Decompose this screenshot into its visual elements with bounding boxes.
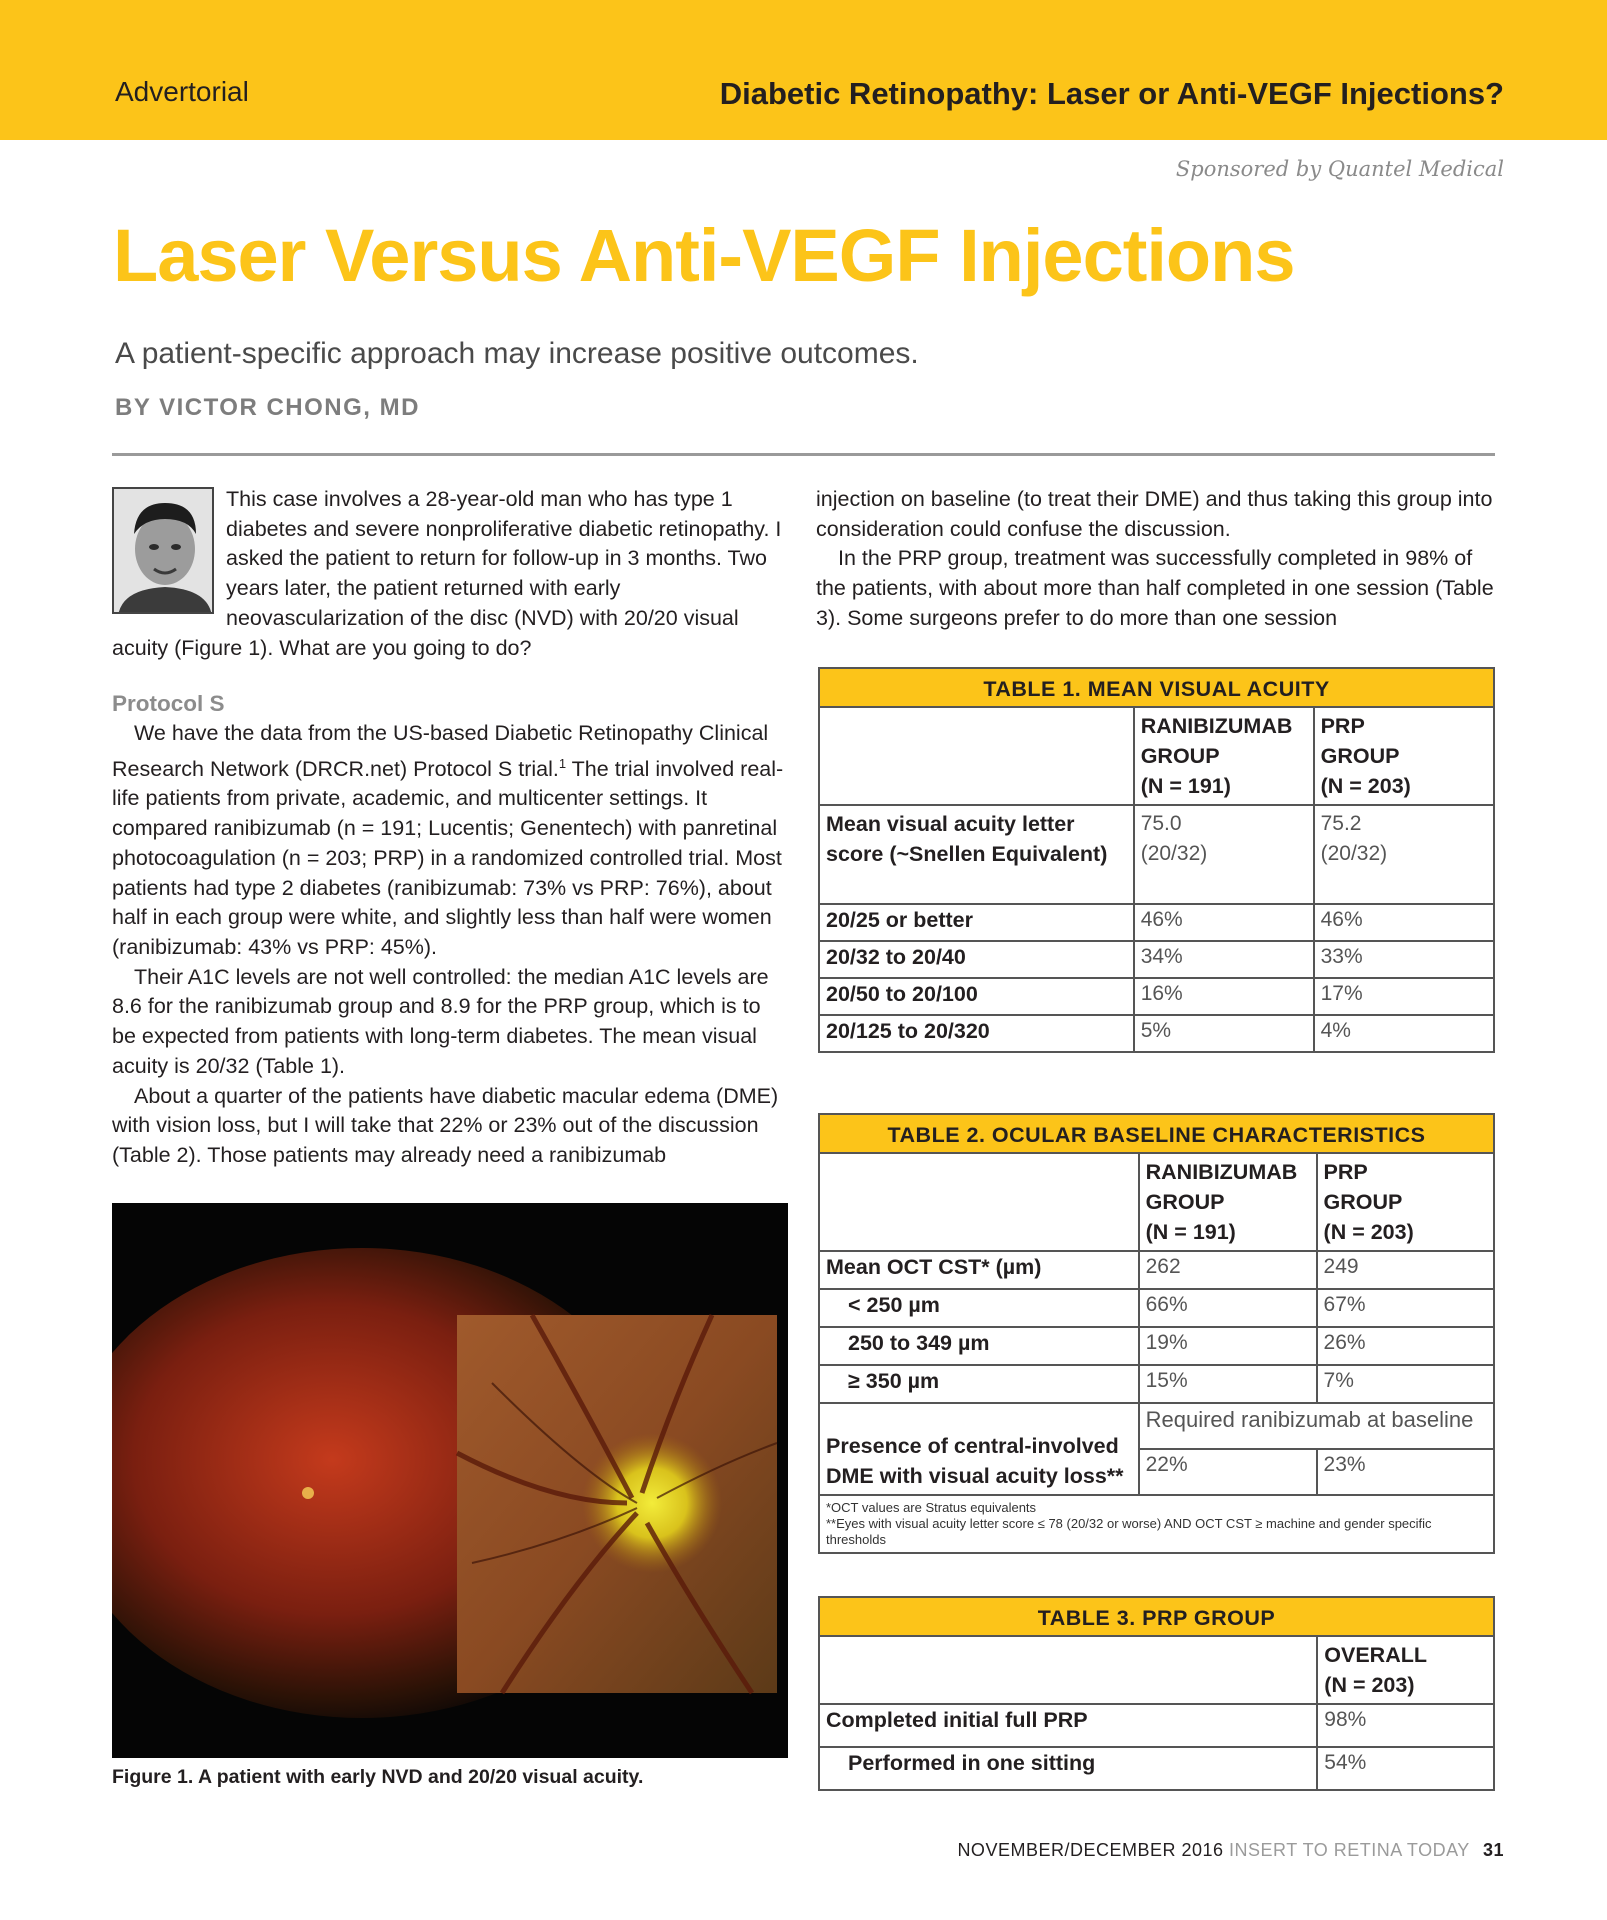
header-bar (0, 0, 1607, 140)
table-2-footnotes: *OCT values are Stratus equivalents **Eyes with visual acuity letter score ≤ 78 (20/32 or worse) AND OCT CST ≥ machine and gender specific thresholds (819, 1495, 1494, 1553)
table-row: Mean OCT CST* (µm) 262 249 (819, 1251, 1494, 1289)
table-row: < 250 µm 66% 67% (819, 1289, 1494, 1327)
page-number: 31 (1482, 1840, 1504, 1860)
article-title: Laser Versus Anti-VEGF Injections (113, 214, 1295, 297)
table-1-col-prp: PRP GROUP (N = 203) (1314, 707, 1494, 805)
intro-paragraph: This case involves a 28-year-old man who has type 1 diabetes and severe nonproliferative diabetic retinopathy. I asked the patient to return for follow-up in 3 months. Two years later, the patient returned with early neovascularization of the disc (NVD) with 20/20 visual acuity (Figure 1). What are you going to do? (112, 487, 782, 660)
table-row: Presence of central-involved DME with visual acuity loss** Required ranibizumab at baseline (819, 1403, 1494, 1449)
table-row: 22% 23% (819, 1449, 1494, 1495)
left-column (112, 485, 788, 1171)
baseline-note: Required ranibizumab at baseline (1139, 1403, 1494, 1449)
divider-rule (112, 453, 1495, 456)
sponsor-line: Sponsored by Quantel Medical (1175, 157, 1504, 181)
article-deck: A patient-specific approach may increase positive outcomes. (115, 337, 919, 370)
table-row: Mean visual acuity letter score (~Snellen Equivalent) 75.0 (20/32) 75.2 (20/32) (819, 805, 1494, 904)
fundus-figure (112, 1203, 788, 1758)
page-footer (957, 1840, 1504, 1861)
table-1-caption: TABLE 1. MEAN VISUAL ACUITY (819, 668, 1494, 707)
table-2-col-ranibizumab: RANIBIZUMAB GROUP (N = 191) (1139, 1153, 1317, 1251)
section-label: Advertorial (115, 76, 249, 107)
figure-caption: Figure 1. A patient with early NVD and 20/20 visual acuity. (112, 1766, 644, 1788)
table-3-col-overall: OVERALL (N = 203) (1317, 1636, 1494, 1704)
body-paragraph-2: Their A1C levels are not well controlled: the median A1C levels are 8.6 for the ranibizumab group and 8.9 for the PRP group, which is to be expected from patients with long-term diabetes. The mean visual acuity is 20/32 (Table 1). (112, 964, 769, 1078)
table-row: 20/32 to 20/40 34% 33% (819, 941, 1494, 978)
body-paragraph-1: We have the data from the US-based Diabetic Retinopathy Clinical Research Network (DRCR.net) Protocol S trial.$^1$ The trial involved real-life patients from private, academic, and multicenter settings. It compared ranibizumab (n = 191; Lucentis; Genentech) with panretinal photocoagulation (n = 203; PRP) in a randomized controlled trial. Most patients had type 2 diabetes (ranibizumab: 73% vs PRP: 76%), about half in each group were white, and slightly less than half were women (ranibizumab: 43% vs PRP: 45%). (112, 720, 784, 959)
right-column (816, 485, 1496, 634)
table-2-caption: TABLE 2. OCULAR BASELINE CHARACTERISTICS (819, 1114, 1494, 1153)
footer-publication: INSERT TO RETINA TODAY (1229, 1840, 1470, 1860)
body-paragraph-5: In the PRP group, treatment was successfully completed in 98% of the patients, with about more than half completed in one session (Table 3). Some surgeons prefer to do more than one session (816, 546, 1494, 630)
table-3 (818, 1596, 1495, 1791)
author-headshot (112, 487, 214, 614)
body-paragraph-4: injection on baseline (to treat their DME) and thus taking this group into consideration could confuse the discussion. (816, 487, 1493, 541)
subhead-protocol-s: Protocol S (112, 691, 225, 717)
table-row: ≥ 350 µm 15% 7% (819, 1365, 1494, 1403)
table-row: Completed initial full PRP 98% (819, 1704, 1494, 1747)
table-3-caption: TABLE 3. PRP GROUP (819, 1597, 1494, 1636)
table-2 (818, 1113, 1495, 1554)
byline: BY VICTOR CHONG, MD (115, 394, 420, 421)
table-1 (818, 667, 1495, 1053)
table-2-col-prp: PRP GROUP (N = 203) (1317, 1153, 1494, 1251)
body-paragraph-3: About a quarter of the patients have diabetic macular edema (DME) with vision loss, but I will take that 22% or 23% out of the discussion (Table 2). Those patients may already need a ranibizumab (112, 1083, 779, 1167)
table-row: 20/25 or better 46% 46% (819, 904, 1494, 941)
table-1-col-ranibizumab: RANIBIZUMAB GROUP (N = 191) (1134, 707, 1314, 805)
table-row: Performed in one sitting 54% (819, 1747, 1494, 1790)
table-row: 20/50 to 20/100 16% 17% (819, 978, 1494, 1015)
table-row: 250 to 349 µm 19% 26% (819, 1327, 1494, 1365)
running-title: Diabetic Retinopathy: Laser or Anti-VEGF Injections? (719, 76, 1504, 111)
footer-issue: NOVEMBER/DECEMBER 2016 (957, 1840, 1224, 1860)
table-row: 20/125 to 20/320 5% 4% (819, 1015, 1494, 1052)
